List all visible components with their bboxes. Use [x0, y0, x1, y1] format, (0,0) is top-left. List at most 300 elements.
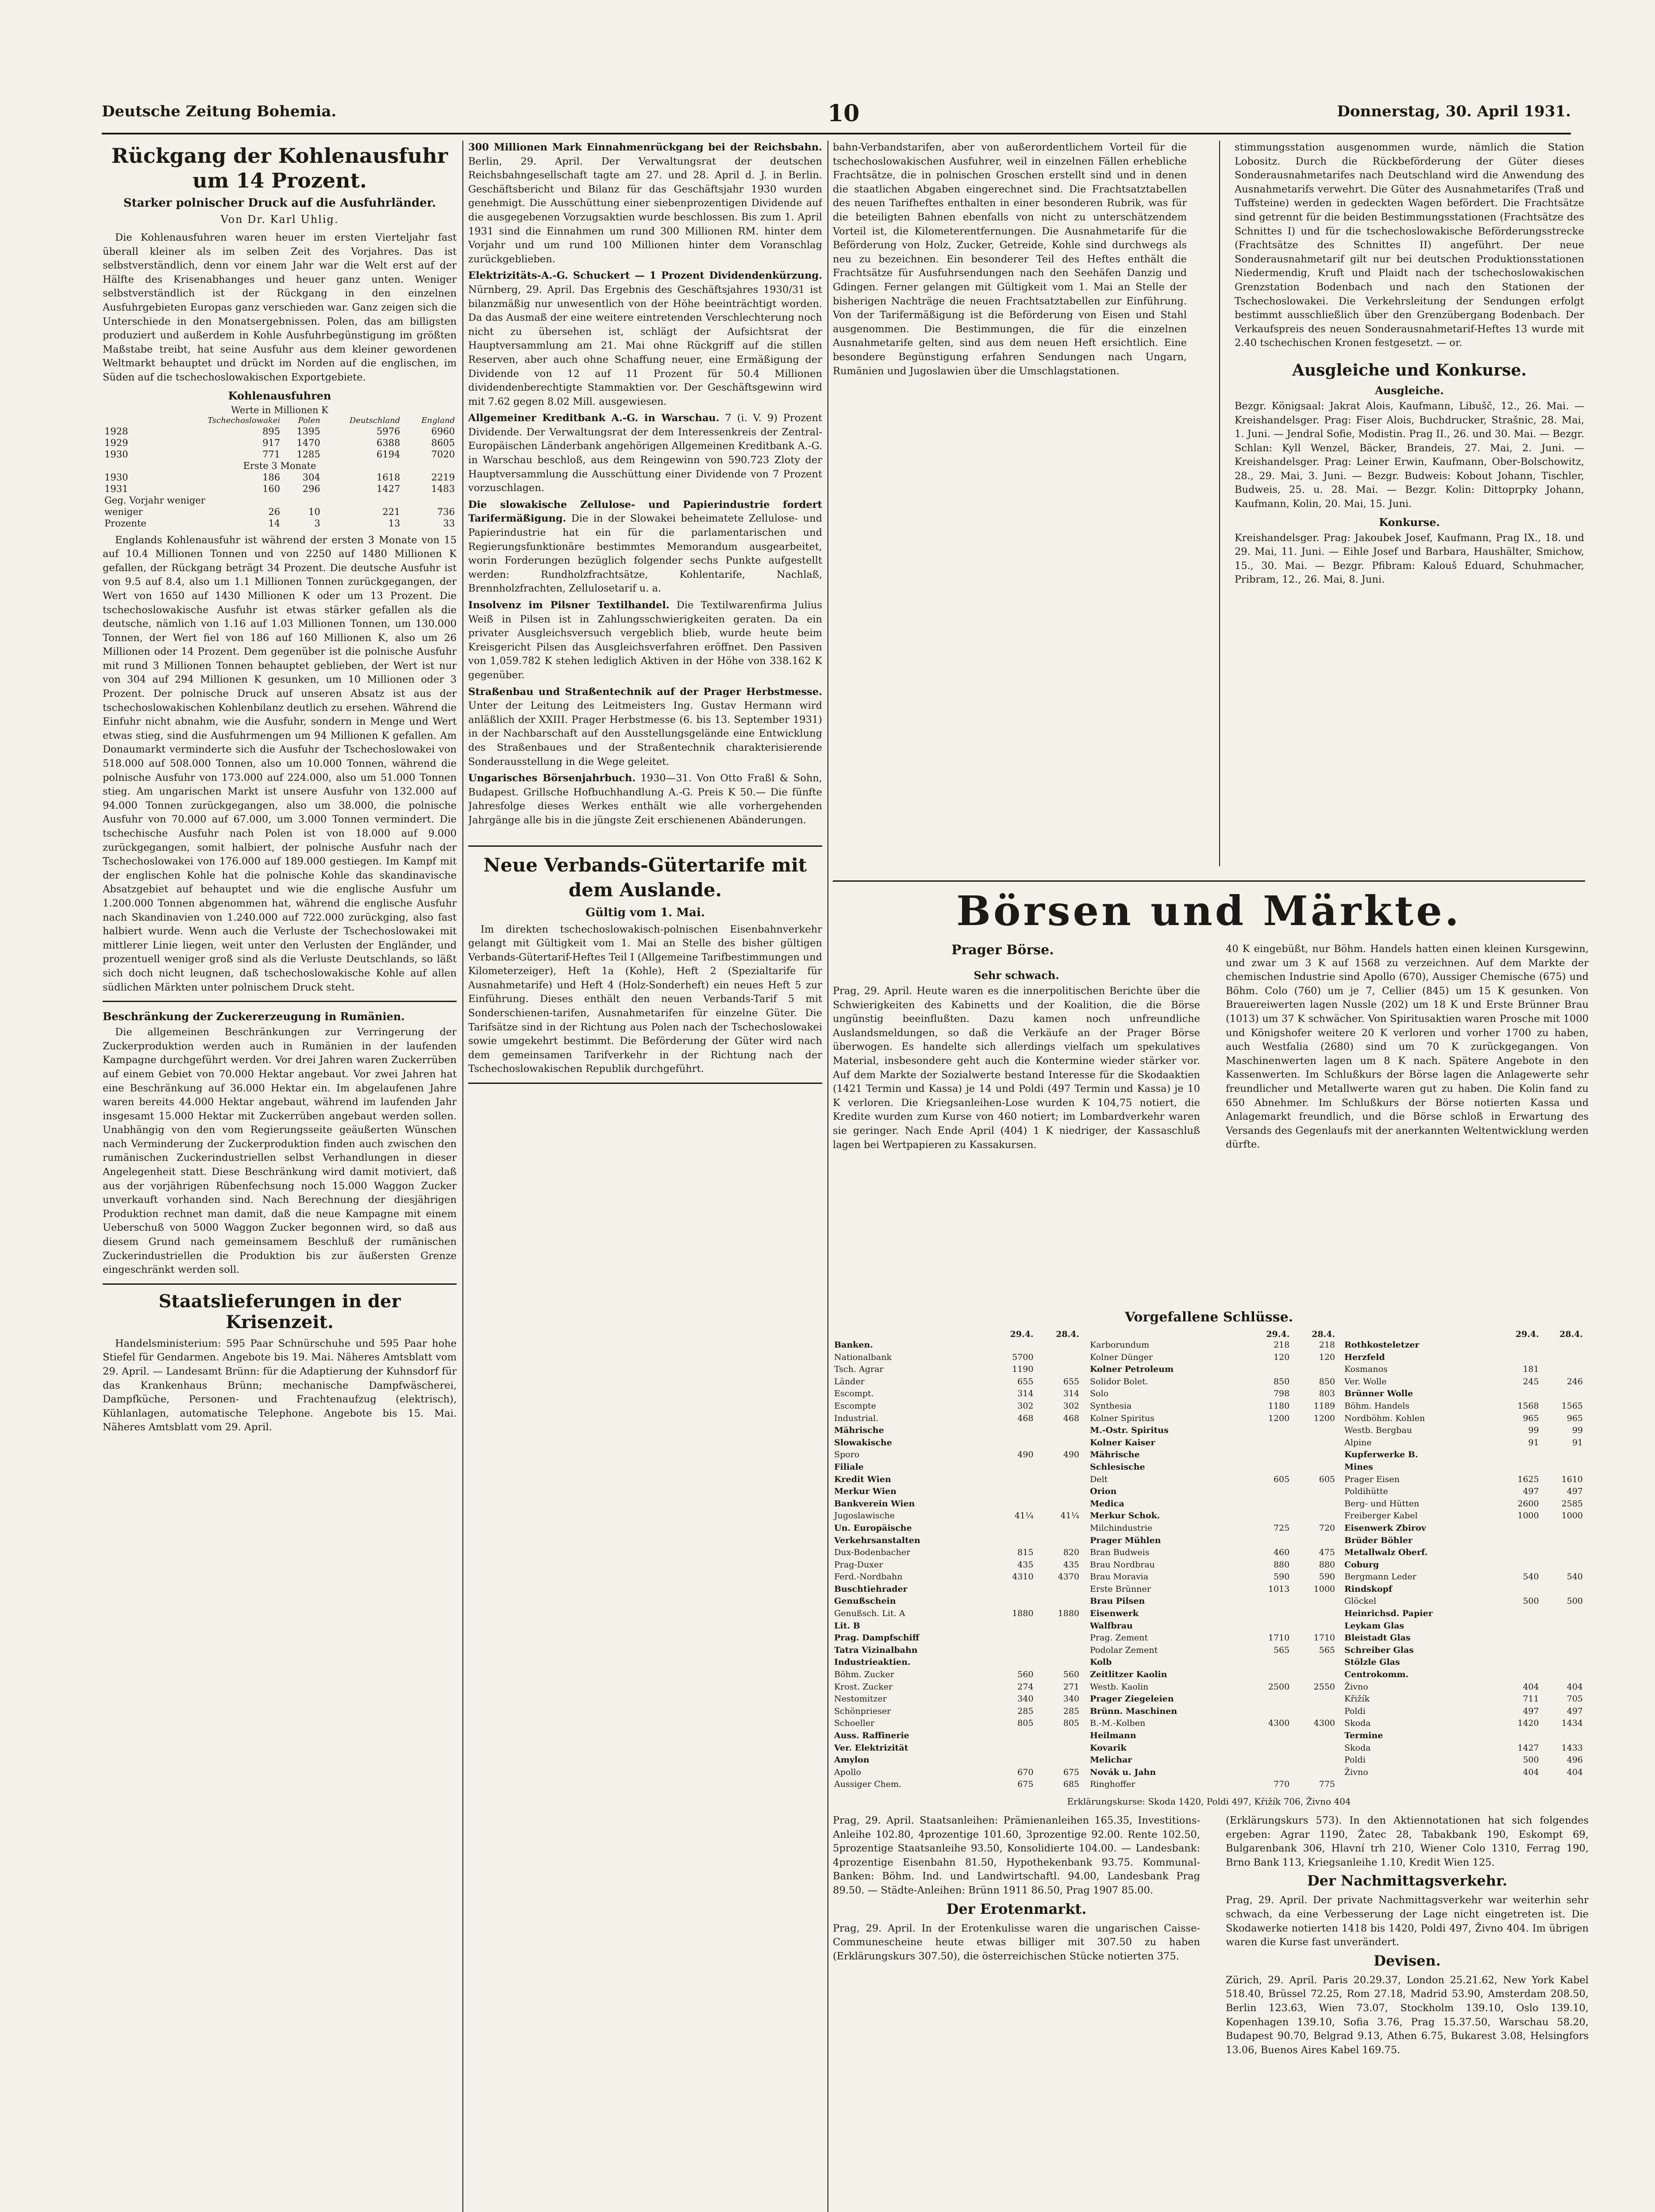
quote-value: 770	[1273, 1779, 1290, 1790]
quote-value: 820	[1063, 1548, 1079, 1558]
security-name: Solo	[1090, 1389, 1108, 1399]
quote-row	[1343, 1656, 1584, 1669]
quote-value: 1190	[1012, 1364, 1034, 1375]
quote-value	[1540, 1339, 1584, 1352]
section-text: Bezgr. Königsaal: Jakrat Alois, Kaufmann, Libušč, 12., 26. Mai. — Kreishandelsger. Prag: Fiser Alois, Buchdrucker, Strašnic, 28. Mai, 1. Juni. — Jendral Sofie, Modistin. Prag II., 26. und 30. Mai. — Bezgr. Schlan: Kyll Wenzel, Bäcker, Brandeis, 27. Mai, 2. Juni. — Kreishandelsger. Prag: Leiner Erwin, Kaufmann, Ober-Bolschowitz, 28., 29. Mai, 3. Juni. — Bezgr. Budweis: Kobout Johann, Tischler, Budweis, 25. u. 28. Mai. — Bezgr. Kolin: Dittoprpky Johann, Kaufmann, Kolin, 20. Mai, 15. Juni.	[1235, 400, 1584, 510]
quote-row	[1343, 1608, 1584, 1620]
news-item-title: Elektrizitäts-A.-G. Schuckert — 1 Prozent Dividendenkürzung.	[468, 270, 822, 282]
security-name: Nestomitzer	[834, 1694, 887, 1704]
quote-value	[989, 1656, 1035, 1669]
security-name: Kolner Dünger	[1090, 1352, 1153, 1362]
quote-row	[1089, 1767, 1336, 1779]
table-cell: 6388	[376, 437, 400, 448]
settlement-prices: Erklärungskurse: Skoda 1420, Poldi 497, Křižík 706, Živno 404	[1067, 1796, 1351, 1807]
quote-value	[1496, 1620, 1540, 1632]
masthead	[102, 100, 1571, 131]
news-item-text: Die Textilwarenfirma Julius Weiß in Pilsen ist in Zahlungsschwierigkeiten geraten. Da ein privater Ausgleichsversuch vergeblich blieb, wurde heute beim Kreisgericht Pilsen das Ausgleichsverfahren eröffnet. Den Passiven von 1,059.782 K stehen lediglich Aktiven in der Höhe von 338.162 K gegenüber.	[468, 599, 822, 681]
security-name: Prag-Duxer	[834, 1559, 883, 1570]
quote-value: 490	[1017, 1450, 1034, 1460]
security-name: Schoeller	[834, 1718, 875, 1728]
subsection-title: Ausgleiche.	[1375, 384, 1444, 397]
quote-row	[1089, 1522, 1336, 1535]
security-name: Ferd.-Nordbahn	[834, 1572, 903, 1582]
quote-value	[1291, 1425, 1336, 1437]
quote-value: 965	[1566, 1413, 1583, 1423]
quote-value	[1035, 1437, 1081, 1449]
quote-value	[1245, 1742, 1291, 1755]
column-2	[468, 141, 822, 2212]
security-name: Coburg	[1344, 1559, 1379, 1570]
quote-row	[1343, 1717, 1584, 1730]
masthead-rule	[102, 133, 1571, 134]
table-cell: 6194	[376, 449, 400, 460]
quote-value	[1035, 1583, 1081, 1596]
quote-value	[1245, 1449, 1291, 1461]
security-name: Banken.	[834, 1340, 873, 1350]
quote-value	[989, 1437, 1035, 1449]
news-item-title: Beschränkung der Zuckererzeugung in Rumänien.	[103, 1010, 405, 1023]
quote-row	[833, 1376, 1081, 1388]
security-name: Berg- und Hütten	[1344, 1498, 1420, 1509]
security-name: Erste Brünner	[1090, 1584, 1151, 1594]
quote-row	[1089, 1425, 1336, 1437]
quote-value: 1565	[1561, 1401, 1583, 1411]
verbands-article	[468, 845, 822, 1084]
table-title: Kohlenausfuhren	[228, 389, 331, 402]
quote-value: 560	[1017, 1670, 1034, 1680]
quote-row	[1343, 1376, 1584, 1388]
quote-row	[833, 1486, 1081, 1498]
security-name: Böhm. Zucker	[834, 1670, 894, 1680]
security-name: Kosmanos	[1344, 1364, 1388, 1375]
security-name: Brünn. Maschinen	[1090, 1706, 1178, 1716]
security-name: Genußsch. Lit. A	[834, 1609, 905, 1619]
table-cell: 1929	[104, 437, 128, 448]
security-name: Slowakische	[834, 1437, 892, 1448]
quote-row	[1343, 1498, 1584, 1510]
quote-value: 91	[1572, 1437, 1583, 1448]
schluesse-title: Vorgefallene Schlüsse.	[1124, 1310, 1293, 1325]
table-cell: 2219	[431, 472, 455, 483]
quote-value: 720	[1319, 1523, 1335, 1533]
security-name: Jugoslawische	[834, 1511, 895, 1521]
quote-row	[1343, 1388, 1584, 1400]
security-name: Länder	[834, 1376, 865, 1386]
quote-value	[1245, 1705, 1291, 1718]
table-unit: Werte in Millionen K	[231, 404, 328, 415]
security-name: Kolner Petroleum	[1090, 1364, 1174, 1375]
quote-value	[1496, 1730, 1540, 1742]
quote-row	[1089, 1449, 1336, 1461]
quote-row	[1089, 1461, 1336, 1474]
quote-value: 850	[1273, 1376, 1290, 1386]
quote-row	[833, 1559, 1081, 1571]
quote-row	[833, 1437, 1081, 1449]
quote-value: 775	[1319, 1779, 1335, 1790]
table-cell: 304	[302, 472, 320, 483]
table-cell: 771	[262, 449, 281, 460]
table-header: Deutschland	[349, 415, 400, 425]
quote-row	[1343, 1693, 1584, 1705]
quote-row	[1343, 1620, 1584, 1632]
quote-value: 314	[1063, 1389, 1079, 1399]
news-item-title: Straßenbau und Straßentechnik auf der Prager Herbstmesse.	[468, 686, 822, 698]
quote-value	[1540, 1730, 1584, 1742]
quote-row	[1089, 1559, 1336, 1571]
quote-row	[1089, 1742, 1336, 1755]
quote-value: 1625	[1517, 1474, 1539, 1484]
market-report: Prag, 29. April. Heute waren es die innerpolitischen Berichte über die Schwierigkeiten des Kabinetts und der Koalition, die die Börse ungünstig beeinflußten. Dazu kamen noch unfreundliche Auslandsmeldungen, so daß die Verkäufe an der Prager Börse überwogen. Es handelte sich allerdings vielfach um spekulatives Material, insbesondere geht auch die Kontermine wieder stärker vor. Auf dem Markte der Sozialwerte bestand Interesse für die Skodaaktien (1421 Termin und Kassa) je 14 und Poldi (497 Termin und Kassa) je 10 K verloren. Die Kriegsanleihen-Lose wurden K 104,75 notiert, die Kredite wurden zum Kurse von 460 notiert; im Lombardverkehr waren sie geringer. Nach Ende April (404) 1 K niedriger, der Kassaschluß lagen bei Wertpapieren zu Kassakursen.	[833, 985, 1200, 1151]
quote-value: 1433	[1561, 1743, 1583, 1753]
quote-row	[833, 1571, 1081, 1583]
security-name: Heinrichsd. Papier	[1344, 1609, 1433, 1619]
quote-row	[1343, 1413, 1584, 1425]
quote-row	[1089, 1339, 1336, 1352]
quote-value: 218	[1273, 1340, 1290, 1350]
security-name: Schlesische	[1090, 1462, 1145, 1472]
security-name: Merkur Wien	[834, 1486, 897, 1497]
news-item-title: Allgemeiner Kreditbank A.-G. in Warschau.	[468, 412, 720, 424]
quote-value: 4300	[1268, 1718, 1290, 1728]
quote-row	[1343, 1559, 1584, 1571]
quote-value: 285	[1017, 1706, 1034, 1716]
quote-row	[1343, 1644, 1584, 1657]
quote-value: 2500	[1268, 1682, 1290, 1692]
quote-value: 4300	[1313, 1718, 1335, 1728]
quote-value: 565	[1319, 1645, 1335, 1655]
quote-value	[1035, 1620, 1081, 1632]
boerse-bottom-left	[833, 1814, 1200, 2212]
table-cell: 1930	[104, 449, 128, 460]
table-header: England	[421, 415, 455, 425]
quote-value: 271	[1063, 1682, 1079, 1692]
table-cell: 26	[268, 506, 281, 517]
security-name: Tsch. Agrar	[834, 1364, 884, 1375]
quote-row	[833, 1498, 1081, 1510]
quote-row	[833, 1742, 1081, 1755]
quote-value	[1035, 1644, 1081, 1657]
quote-row	[833, 1693, 1081, 1705]
quote-row	[1089, 1717, 1336, 1730]
quote-row	[833, 1535, 1081, 1547]
quote-value	[1245, 1486, 1291, 1498]
security-name: Eisenwerk	[1090, 1609, 1139, 1619]
quote-value	[1496, 1656, 1540, 1669]
section-text: Kreishandelsger. Prag: Jakoubek Josef, Kaufmann, Prag IX., 18. und 29. Mai, 11. Juni. — Eihle Josef und Barbara, Haushälter, Smichow, 15., 30. Mai. — Bezgr. Pfibram: Kalouš Eduard, Schuhmacher, Pribram, 12., 26. Mai, 8. Juni.	[1235, 532, 1584, 586]
table-cell: Geg. Vorjahr weniger	[104, 495, 205, 506]
quote-value: 805	[1063, 1718, 1079, 1728]
quote-value	[1540, 1644, 1584, 1657]
quote-row	[833, 1681, 1081, 1694]
quote-value	[1496, 1461, 1540, 1474]
security-name: Nationalbank	[834, 1352, 892, 1362]
quote-value	[1035, 1595, 1081, 1608]
table-cell: 3	[314, 518, 320, 529]
article-paragraph: Im direkten tschechoslowakisch-polnischen Eisenbahnverkehr gelangt mit Gültigkeit vom 1. Mai an Stelle des bisher gültigen Verbands-Gütertarif-Heftes Teil I (Allgemeine Tarifbestimmungen und Kilometerzeiger), Heft 1a (Kohle), Heft 2 (Spezialtarife für Ausnahmetarife) und Heft 4 (Holz-Sonderheft) ein neues Heft 5 zur Einführung. Dieses enthält den neuen Verbands-Tarif 5 mit Sonderschienen-tarifen, Ausnahmetarifen für einzelne Güter. Die Tarifsätze sind in der Richtung aus Polen nach der Tschechoslowakei sowie umgekehrt bestimmt. Die Beförderung der Güter wird nach dem gemeinsamen Tarifverkehr in der Richtung nach der Tschechoslowakischen Republik durchgeführt.	[468, 923, 822, 1075]
quote-value: 274	[1017, 1682, 1034, 1692]
quote-value: 880	[1319, 1559, 1335, 1570]
news-item-text: Berlin, 29. April. Der Verwaltungsrat der deutschen Reichsbahngesellschaft tagte am 27. und 28. April d. J. in Berlin. Geschäftsbericht und Bilanz für das Geschäftsjahr 1930 wurden genehmigt. Die Ausschüttung einer siebenprozentigen Dividende auf die ausgegebenen Vorzugsaktien wurde beschlossen. Bis zum 1. April 1931 sind die Einnahmen um rund 300 Millionen RM. hinter dem Vorjahr und um rund 100 Millionen hinter dem Voranschlag zurückgeblieben.	[468, 155, 822, 265]
column-4	[1235, 141, 1584, 862]
quote-value	[1291, 1363, 1336, 1376]
article-continuation: bahn-Verbandstarifen, aber von außerordentlichem Vorteil für die tschechoslowakischen Ausfuhrer, weil in einzelnen Fällen erhebliche Frachtsätze, die in polnischen Groschen erstellt sind und in denen die staatlichen Abgaben eingerechnet sind. Die Frachtsatztabellen des neuen Tarifheftes enthalten in einer besonderen Rubrik, was für die beteiligten Bahnen ebenfalls von nicht zu unterschätzendem Vorteil ist, die Kilometerentfernungen. Die Ausnahmetarife für die Beförderung von Holz, Zucker, Getreide, Kohle sind durchwegs als neu zu bezeichnen. Ein besonderer Teil des Heftes enthält die Frachtsätze für Ausfuhrsendungen nach den Seehäfen Danzig und Gdingen. Ferner gelangen mit Gültigkeit vom 1. Mai an Stelle der bisherigen Nachträge die neuen Frachtsatztabellen zur Einführung. Von der Tarifermäßigung ist die Beförderung von Eisen und Stahl ausgenommen. Die Bestimmungen, die für die einzelnen Ausnahmetarife gelten, sind aus dem neuen Heft ersichtlich. Eine besondere Begünstigung erfahren Sendungen nach Ungarn, Rumänien und Jugoslawien über die Umschlagstationen.	[833, 142, 1187, 377]
quote-value: 1200	[1268, 1413, 1290, 1423]
news-item-title: Ungarisches Börsenjahrbuch.	[468, 772, 636, 784]
quote-row	[833, 1522, 1081, 1535]
security-name: Brünner Wolle	[1344, 1389, 1413, 1399]
quotes-header: 29.4.	[1266, 1329, 1290, 1339]
quote-row	[1343, 1705, 1584, 1718]
security-name: Novák u. Jahn	[1090, 1767, 1156, 1777]
quote-value: 1434	[1561, 1718, 1583, 1728]
table-cell: 221	[382, 506, 400, 517]
quote-row	[1343, 1583, 1584, 1596]
news-item-text: Unter der Leitung des Leitmeisters Ing. Gustav Hermann wird anläßlich der XXIII. Prager Herbstmesse (6. bis 13. September 1931) in der Nachbarschaft auf den Ausstellungsgelände eine Entwicklung des Straßenbaues und der Straßentechnik charakterisierende Sonderausstellung in die Wege geleitet.	[468, 700, 822, 768]
prager-boerse-title: Prager Börse.	[951, 942, 1054, 958]
quote-value: 497	[1523, 1706, 1539, 1716]
quote-value	[989, 1425, 1035, 1437]
quote-value: 605	[1273, 1474, 1290, 1484]
table-cell: 160	[262, 483, 281, 494]
article-subtitle: Gültig vom 1. Mai.	[585, 906, 705, 919]
security-name: Živno	[1344, 1767, 1368, 1777]
quotes-header: 28.4.	[1559, 1329, 1583, 1339]
section-text: Zürich, 29. April. Paris 20.29.37, London 25.21.62, New York Kabel 518.40, Brüssel 72.25, Rom 27.18, Madrid 53.90, Amsterdam 208.50, Berlin 123.63, Wien 73.07, Stockholm 139.10, Oslo 139.10, Kopenhagen 139.10, Sofia 3.76, Prag 15.37.50, Warschau 58.20, Budapest 90.70, Belgrad 9.13, Athen 6.75, Bukarest 3.08, Helsingfors 13.06, Buenos Aires Kabel 169.75.	[1226, 1974, 1589, 2056]
page-number: 10	[828, 100, 860, 127]
security-name: Industrial.	[834, 1413, 879, 1423]
quote-value: 4370	[1058, 1572, 1079, 1582]
quote-value: 590	[1273, 1572, 1290, 1582]
quote-value	[1035, 1656, 1081, 1669]
quote-value: 675	[1017, 1779, 1034, 1790]
quote-value	[1245, 1754, 1291, 1767]
quote-value	[1540, 1632, 1584, 1644]
quote-row	[1089, 1486, 1336, 1498]
quote-row	[833, 1339, 1081, 1352]
quote-value: 404	[1523, 1682, 1539, 1692]
security-name: Brüder Böhler	[1344, 1535, 1413, 1545]
quote-value: 655	[1063, 1376, 1079, 1386]
table-cell: Prozente	[104, 518, 146, 529]
subsection-title: Der Erotenmarkt.	[946, 1900, 1087, 1917]
quote-row	[833, 1669, 1081, 1681]
security-name: Orion	[1090, 1486, 1117, 1497]
security-name: Heilmann	[1090, 1731, 1136, 1740]
quote-value	[1035, 1339, 1081, 1352]
quote-value	[1245, 1656, 1291, 1669]
quote-value: 1710	[1313, 1633, 1335, 1643]
quote-value	[989, 1583, 1035, 1596]
subsection-title: Devisen.	[1374, 1952, 1441, 1969]
quote-value	[1035, 1363, 1081, 1376]
security-name: Buschtiehrader	[834, 1584, 908, 1594]
quote-row	[833, 1510, 1081, 1522]
quote-value	[989, 1339, 1035, 1352]
quote-row	[1343, 1352, 1584, 1364]
quote-row	[1089, 1632, 1336, 1644]
quote-row	[1089, 1413, 1336, 1425]
quote-row	[1343, 1632, 1584, 1644]
quote-value: 590	[1319, 1572, 1335, 1582]
quote-value: 540	[1566, 1572, 1583, 1582]
quote-row	[833, 1425, 1081, 1437]
boerse-header: Börsen und Märkte.	[956, 887, 1462, 935]
quote-row	[833, 1400, 1081, 1413]
security-name: Filiale	[834, 1462, 864, 1472]
quote-value	[1540, 1559, 1584, 1571]
security-name: Kolner Spiritus	[1090, 1413, 1155, 1423]
security-name: Centrokomm.	[1344, 1670, 1409, 1680]
quote-value: 5700	[1012, 1352, 1034, 1362]
security-name: Kovarik	[1090, 1743, 1127, 1753]
security-name: Genußschein	[834, 1596, 896, 1606]
quote-value	[1291, 1449, 1336, 1461]
table-cell: 1395	[296, 426, 320, 437]
table-cell: 1470	[296, 437, 320, 448]
news-item-text: Die in der Slowakei beheimatete Zellulose- und Papierindustrie hat ein für die parlamentarischen und Regierungsfunktionäre bestimmtes Memorandum ausgearbeitet, worin Forderungen bezüglich folgender sechs Punkte aufgestellt werden: Rundholzfrachtsätze, Kohlentarife, Nachlaß, Brennholzfrachten, Zellulosetarif u. a.	[468, 513, 822, 595]
quote-row	[1343, 1510, 1584, 1522]
quote-row	[1089, 1376, 1336, 1388]
quote-value: 565	[1273, 1645, 1290, 1655]
quote-value: 404	[1523, 1767, 1539, 1777]
quote-value	[989, 1730, 1035, 1742]
quote-value	[1496, 1608, 1540, 1620]
quote-row	[833, 1449, 1081, 1461]
quote-value	[1496, 1583, 1540, 1596]
boerse-report-right	[1226, 942, 1589, 1310]
quote-value	[1496, 1535, 1540, 1547]
quote-value	[1291, 1730, 1336, 1742]
security-name: Escompt.	[834, 1389, 874, 1399]
quote-row	[1089, 1510, 1336, 1522]
quote-value: 500	[1523, 1755, 1539, 1765]
quote-row	[833, 1547, 1081, 1559]
security-name: Zeitlitzer Kaolin	[1090, 1670, 1167, 1680]
quote-row	[1089, 1595, 1336, 1608]
section-text: Prag, 29. April. In der Erotenkulisse waren die ungarischen Caisse-Communescheine heute etwas billiger mit 307.50 zu haben (Erklärungskurs 307.50), die österreichischen Stücke notierten 375.	[833, 1922, 1200, 1962]
table-row	[103, 460, 457, 472]
quote-row	[833, 1352, 1081, 1364]
section-text: Prag, 29. April. Der private Nachmittagsverkehr war weiterhin sehr schwach, da eine Verbesserung der Lage nicht eingetreten ist. Die Skodawerke notierten 1418 bis 1420, Poldi 497, Živno 404. Im übrigen waren die Kurse fast unverändert.	[1226, 1894, 1589, 1948]
quote-value: 246	[1566, 1376, 1583, 1386]
security-name: Synthesia	[1090, 1401, 1132, 1411]
quotes-header	[833, 1329, 989, 1339]
quote-value: 120	[1319, 1352, 1335, 1362]
security-name: Krost. Zucker	[834, 1682, 893, 1692]
table-cell: 296	[302, 483, 320, 494]
quote-row	[833, 1632, 1081, 1644]
quote-value: 1880	[1012, 1609, 1034, 1619]
quote-row	[833, 1608, 1081, 1620]
quote-row	[1343, 1681, 1584, 1694]
security-name: Prag. Dampfschiff	[834, 1633, 920, 1643]
table-cell: 8605	[431, 437, 455, 448]
quote-value	[989, 1461, 1035, 1474]
quote-value: 302	[1017, 1401, 1034, 1411]
quote-value: 1189	[1313, 1401, 1335, 1411]
quote-value: 340	[1017, 1694, 1034, 1704]
quote-value: 500	[1523, 1596, 1539, 1606]
paper-name: Deutsche Zeitung Bohemia.	[102, 103, 337, 120]
quote-value: 497	[1523, 1486, 1539, 1497]
security-name: Tatra Vizinalbahn	[834, 1645, 918, 1655]
quote-row	[1343, 1571, 1584, 1583]
quote-value	[1291, 1656, 1336, 1669]
quote-row	[1089, 1474, 1336, 1486]
security-name: Aussiger Chem.	[834, 1779, 902, 1790]
quote-value	[989, 1498, 1035, 1510]
quote-value: 1000	[1313, 1584, 1335, 1594]
security-name: Herzfeld	[1344, 1352, 1385, 1362]
quote-row	[1089, 1363, 1336, 1376]
quote-row	[1089, 1730, 1336, 1742]
table-cell: 186	[262, 472, 281, 483]
security-name: Glöckel	[1344, 1596, 1377, 1606]
security-name: Prag. Zement	[1090, 1633, 1148, 1643]
news-item	[103, 1001, 457, 1285]
quotes-table-1	[833, 1329, 1081, 1790]
security-name: Bleistadt Glas	[1344, 1633, 1411, 1643]
quote-value	[1035, 1754, 1081, 1767]
security-name: Industrieaktien.	[834, 1657, 911, 1667]
security-name: Stölzle Glas	[1344, 1657, 1400, 1667]
section-title: Ausgleiche und Konkurse.	[1292, 361, 1527, 380]
table-cell: 1618	[376, 472, 400, 483]
security-name: Westb. Bergbau	[1344, 1425, 1413, 1436]
quote-value: 798	[1273, 1389, 1290, 1399]
quote-row	[1343, 1535, 1584, 1547]
subsection-title: Der Nachmittagsverkehr.	[1307, 1872, 1508, 1889]
market-mood: Sehr schwach.	[974, 969, 1059, 982]
quote-value: 460	[1273, 1548, 1290, 1558]
quote-value	[989, 1742, 1035, 1755]
quote-value	[1245, 1363, 1291, 1376]
quote-value: 2600	[1517, 1498, 1539, 1509]
security-name: Prager Ziegeleien	[1090, 1694, 1174, 1704]
quote-value: 218	[1319, 1340, 1335, 1350]
security-name: Escompte	[834, 1401, 876, 1411]
security-name: Merkur Schok.	[1090, 1511, 1160, 1521]
quotes-header	[1089, 1329, 1245, 1339]
quote-value	[1035, 1535, 1081, 1547]
article-paragraph: Die Kohlenausfuhren waren heuer im ersten Vierteljahr fast überall kleiner als im selben Zeit des Vorjahres. Das ist selbstverständlich, denn vor einem Jahr war die Welt erst auf der Hälfte des Krisenabhanges und heuer ganz unten. Weniger selbstverständlich ist der Rückgang in den einzelnen Ausfuhrgebieten Europas ganz verschieden war. Ganz zeigen sich die Unterschiede in den Monatsergebnissen. Polen, das am billigsten produziert und außerdem in Kohle Ausfuhrbegünstigung im größten Maßstabe treibt, hat seine Ausfuhr aus dem kleiner gewordenen Weltmarkt behauptet und drückt im Norden auf die englischen, im Süden auf die tschechoslowakischen Exportgebiete.	[103, 232, 457, 383]
quote-row	[1089, 1437, 1336, 1449]
quote-value	[1291, 1693, 1336, 1705]
security-name: Böhm. Handels	[1344, 1401, 1410, 1411]
column-divider	[1219, 141, 1220, 866]
quote-value	[1291, 1669, 1336, 1681]
quote-value: 41¼	[1014, 1511, 1034, 1521]
column-3	[833, 141, 1187, 862]
table-cell: Erste 3 Monate	[243, 460, 316, 471]
market-report: 40 K eingebüßt, nur Böhm. Handels hatten einen kleinen Kursgewinn, und zwar um 3 K auf 1568 zu verzeichnen. Auf dem Markte der chemischen Industrie sind Apollo (670), Aussiger Chemische (675) und Böhm. Colo (760) um je 7, Cellier (845) um 15 K gesunken. Von Brauereiwerten lagen Nussle (202) um 18 K und Erste Brünner Brau (1013) um 37 K schwächer. Von Spiritusaktien waren Prosche mit 1000 und Königshofer weitere 20 K verloren und vorher 1700 zu haben, auch Westfalia (2680) sind um 70 K zurückgegangen. Von Maschinenwerten lagen um 8 K nach. Spätere Angebote in den Kassenwerten. Im Schlußkurs der Börse lagen die Anlagewerte sehr freundlicher und Metallwerte waren gut zu haben. Die Kolin fand zu 650 Abnehmer. Im Schlußkurs der Börse notierten Kassa und Anlagemarkt freundlich, und die Börse schloß in Erwartung des Versands des Gegenlaufs mit der anerkannten Weltentwicklung werden dürfte.	[1226, 943, 1589, 1151]
table-row	[103, 472, 457, 483]
security-name: Termine	[1344, 1731, 1383, 1740]
quote-row	[1089, 1400, 1336, 1413]
security-name: Milchindustrie	[1090, 1523, 1152, 1533]
quote-row	[1343, 1400, 1584, 1413]
quote-row	[1089, 1352, 1336, 1364]
quote-value	[1245, 1595, 1291, 1608]
quote-row	[1343, 1461, 1584, 1474]
quote-row	[833, 1717, 1081, 1730]
quote-value	[989, 1644, 1035, 1657]
security-name: Bran Budweis	[1090, 1548, 1150, 1558]
quote-value	[1540, 1449, 1584, 1461]
quote-value	[1496, 1522, 1540, 1535]
quote-value	[1245, 1461, 1291, 1474]
quote-value: 685	[1063, 1779, 1079, 1790]
